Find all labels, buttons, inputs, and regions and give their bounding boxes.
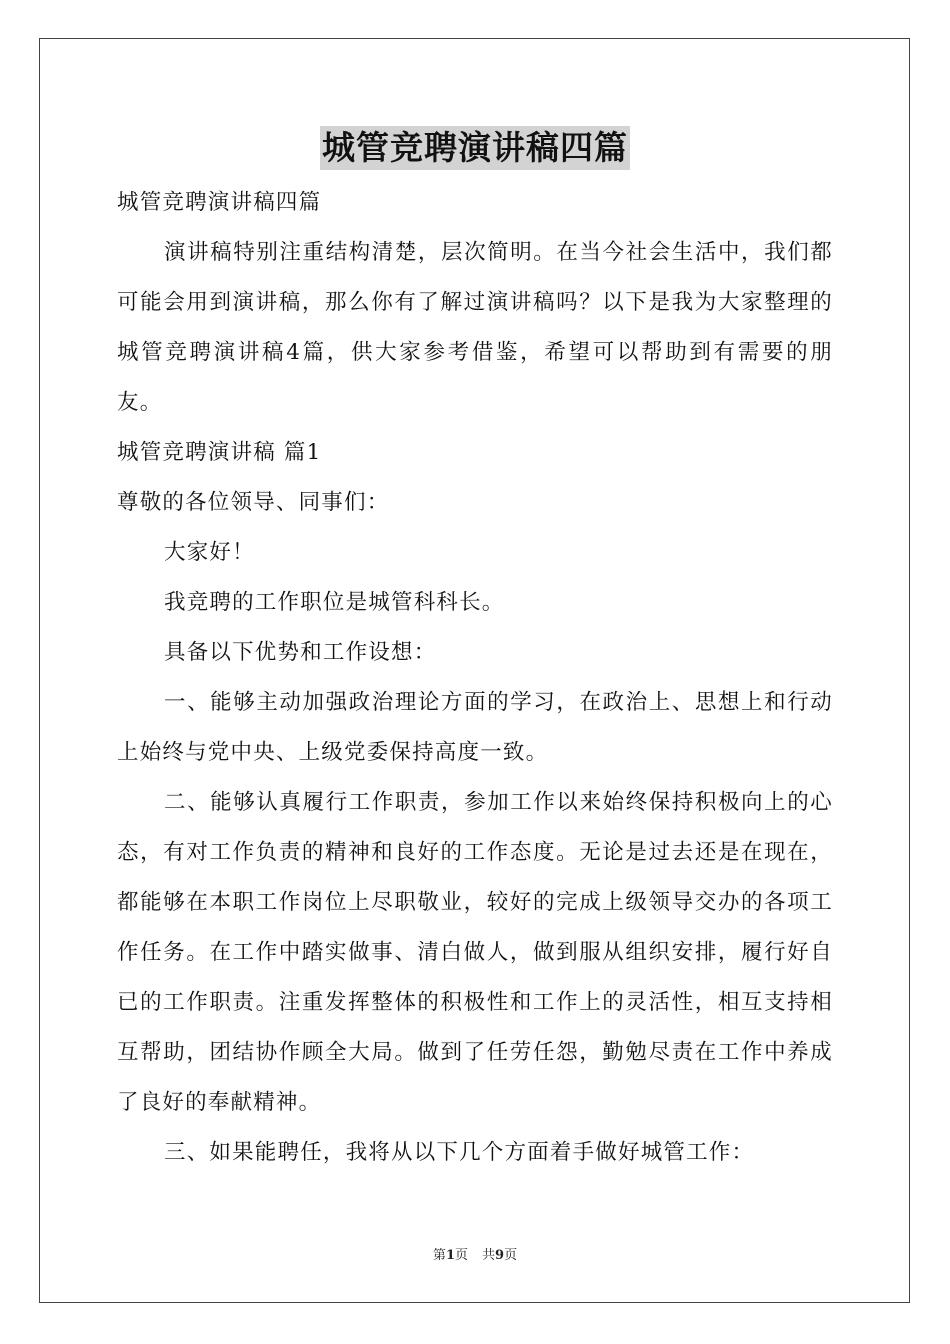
footer-page-number: 1 (445, 1248, 455, 1263)
body-paragraph: 城管竞聘演讲稿四篇 (117, 190, 322, 215)
body-paragraph: 尊敬的各位领导、同事们： (117, 490, 390, 515)
body-paragraph: 城管竞聘演讲稿 篇1 (117, 440, 322, 465)
footer-total-suffix: 页 (504, 1248, 518, 1263)
footer-page-prefix: 第 (432, 1248, 446, 1263)
body-paragraph: 二、能够认真履行工作职责，参加工作以来始终保持积极向上的心态，有对工作负责的精神和良好的工作态度。无论是过去还是在现在，都能够在本职工作岗位上尽职敬业，较好的完成上级领导交办的各项工作任务。在工作中踏实做事、清白做人，做到服从组织安排，履行好自已的工作职责。注重发挥整体的积极性和工作上的灵活性，相互支持相互帮助，团结协作顾全大局。做到了任劳任怨，勤勉尽责在工作中养成了良好的奉献精神。 (117, 790, 833, 1115)
title-area (0, 126, 950, 170)
footer-total-pages: 9 (495, 1248, 505, 1263)
body-paragraph: 大家好！ (164, 540, 255, 565)
body-paragraph: 一、能够主动加强政治理论方面的学习，在政治上、思想上和行动上始终与党中央、上级党委保持高度一致。 (117, 690, 833, 765)
body-paragraph: 我竞聘的工作职位是城管科科长。 (164, 590, 505, 615)
document-title: 城管竞聘演讲稿四篇 (320, 126, 630, 170)
body-paragraph: 演讲稿特别注重结构清楚，层次简明。在当今社会生活中，我们都可能会用到演讲稿，那么你有了解过演讲稿吗？以下是我为大家整理的城管竞聘演讲稿4篇，供大家参考借鉴，希望可以帮助到有需要的朋友。 (117, 240, 833, 415)
page-footer (0, 1246, 950, 1266)
body-paragraph: 具备以下优势和工作设想： (164, 640, 437, 665)
footer-page-suffix: 页 (454, 1248, 468, 1263)
document-body (117, 178, 833, 1178)
body-paragraph: 三、如果能聘任，我将从以下几个方面着手做好城管工作： (164, 1140, 755, 1165)
footer-total-prefix: 共 (482, 1248, 496, 1263)
